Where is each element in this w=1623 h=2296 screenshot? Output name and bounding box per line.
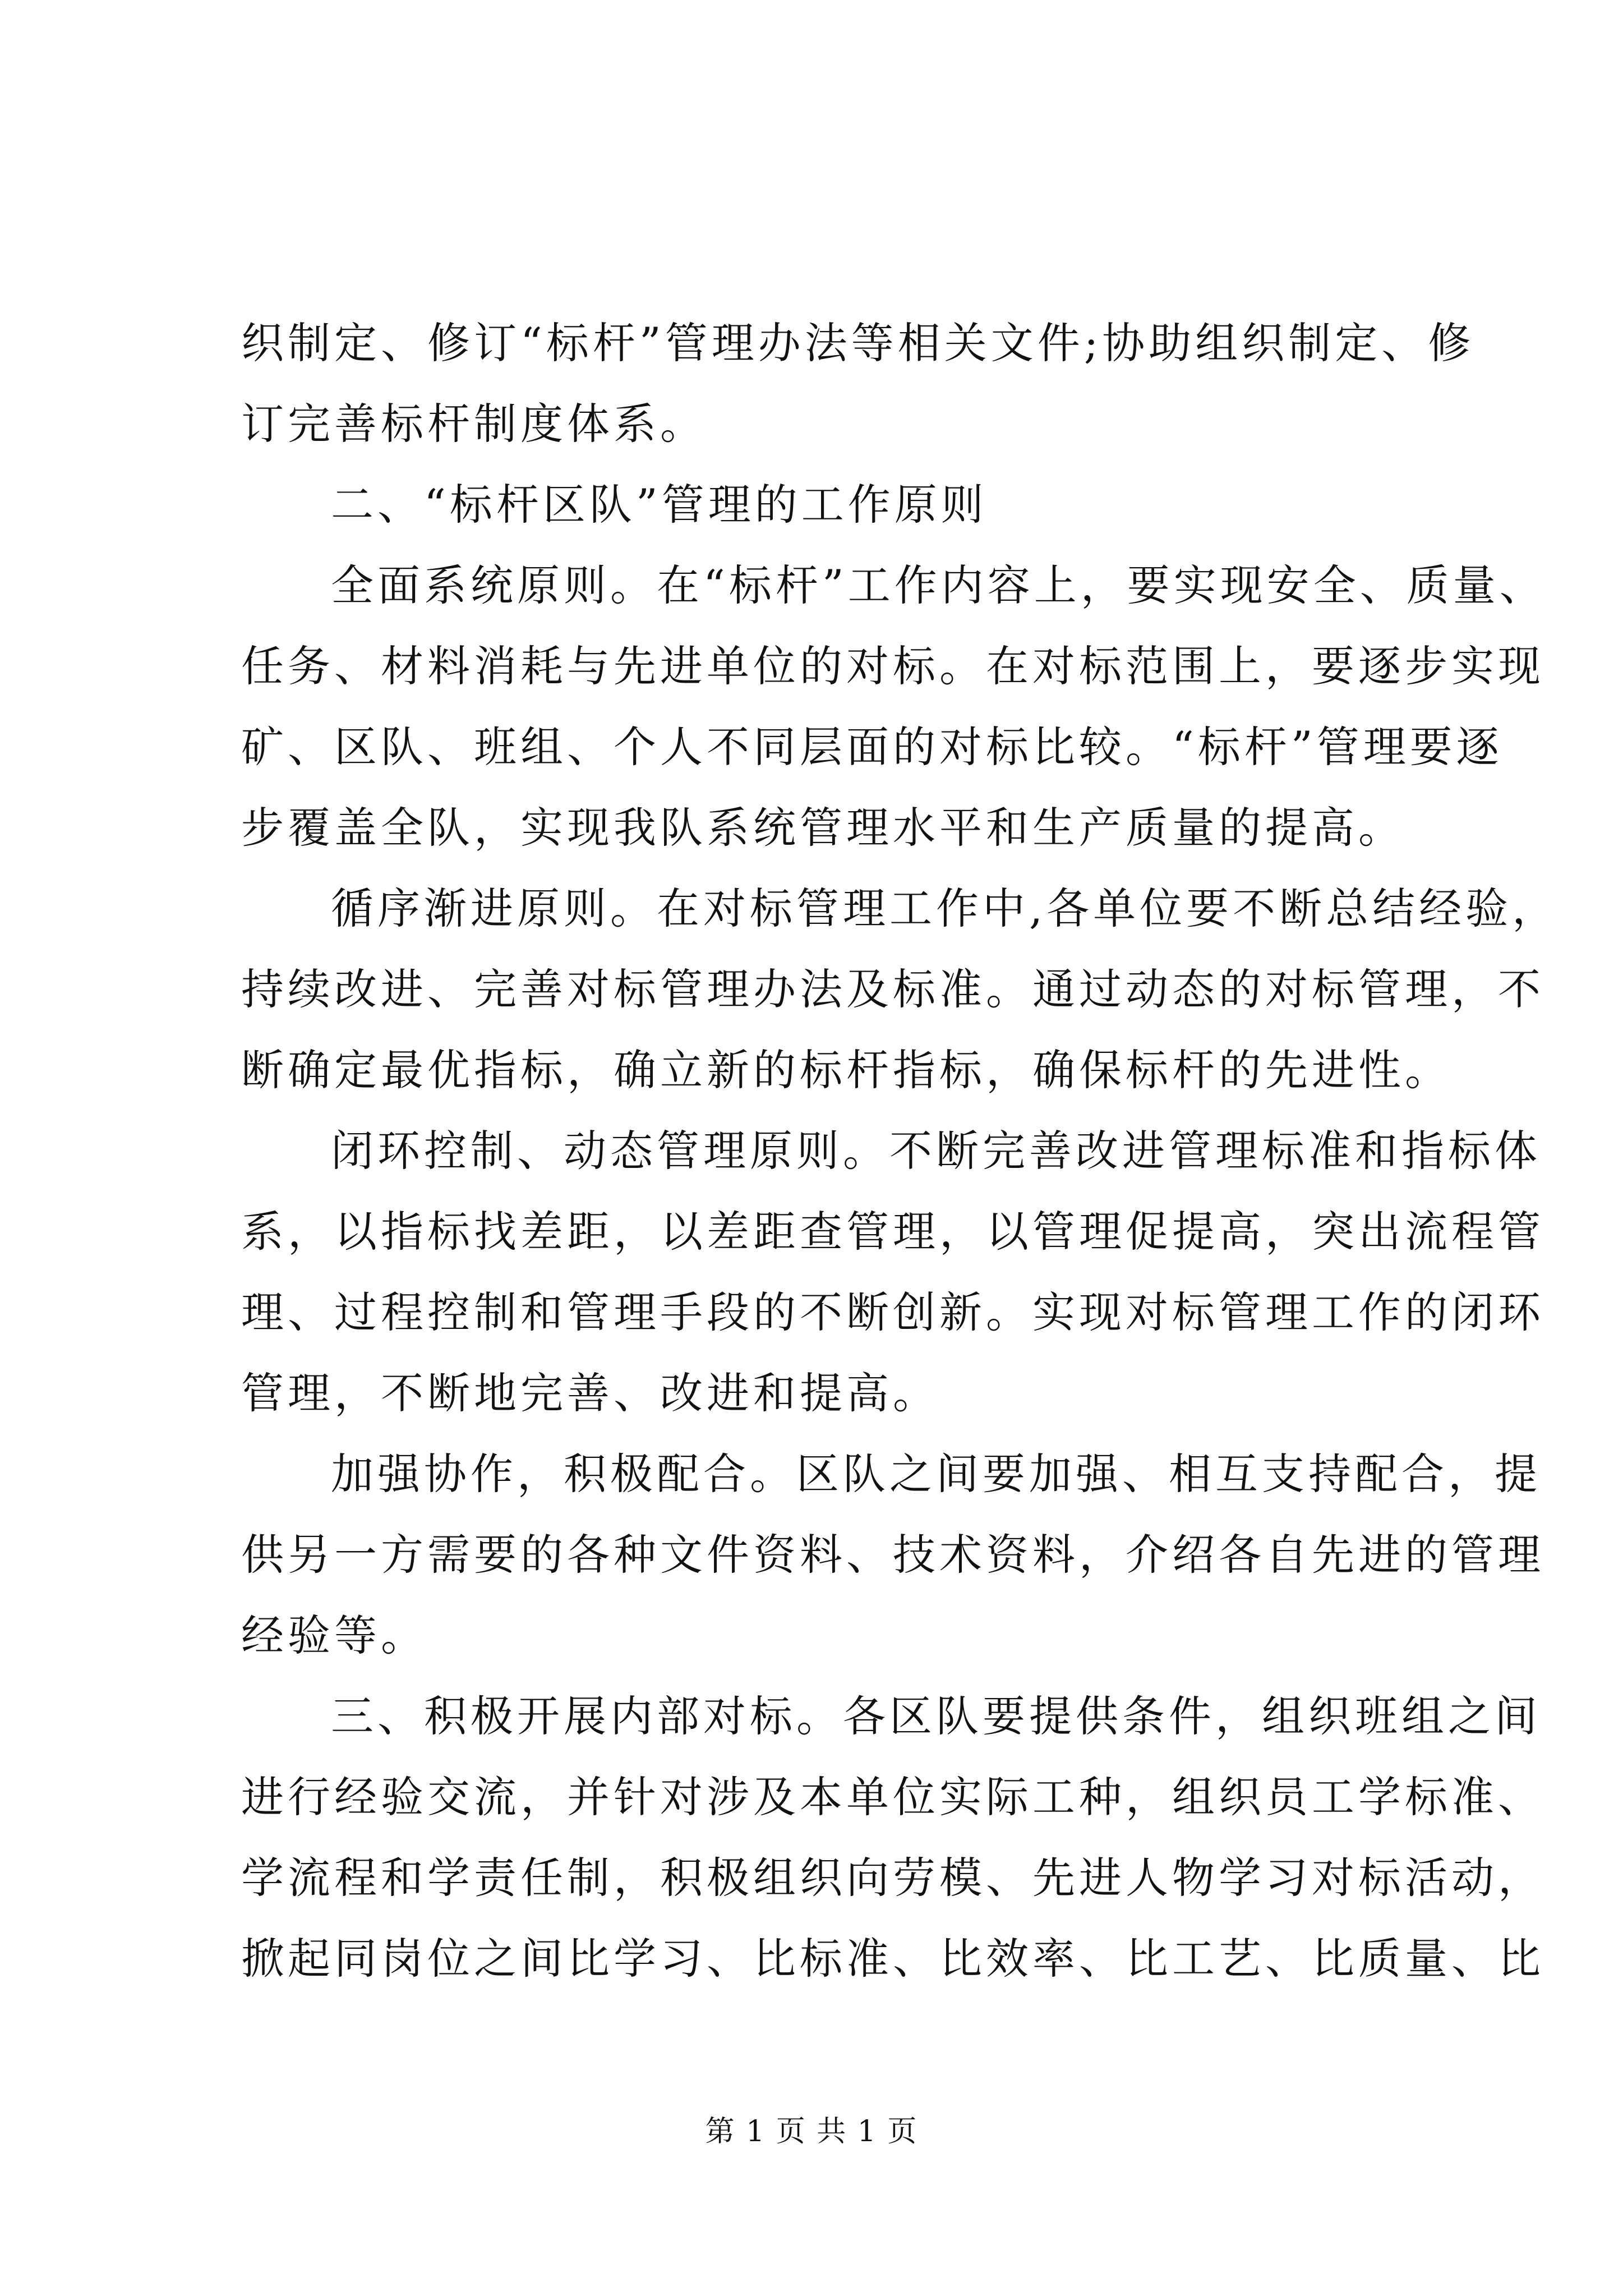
text-line: 理、过程控制和管理手段的不断创新。实现对标管理工作的闭环 [241,1287,1544,1337]
text-line: 三、积极开展内部对标。各区队要提供条件，组织班组之间 [331,1691,1541,1741]
text-line: 供另一方需要的各种文件资料、技术资料，介绍各自先进的管理 [241,1530,1544,1580]
text-line: 矿、区队、班组、个人不同层面的对标比较。“标杆”管理要逐 [241,722,1503,772]
page-footer: 第 1 页 共 1 页 [705,2115,918,2148]
text-line: 二、“标杆区队”管理的工作原则 [331,480,988,530]
text-line: 闭环控制、动态管理原则。不断完善改进管理标准和指标体 [331,1126,1541,1176]
text-line: 进行经验交流，并针对涉及本单位实际工种，组织员工学标准、 [241,1772,1544,1822]
text-line: 加强协作，积极配合。区队之间要加强、相互支持配合，提 [331,1449,1541,1499]
text-line: 步覆盖全队，实现我队系统管理水平和生产质量的提高。 [241,803,1405,853]
text-line: 持续改进、完善对标管理办法及标准。通过动态的对标管理，不 [241,964,1544,1014]
text-line: 断确定最优指标，确立新的标杆指标，确保标杆的先进性。 [241,1045,1451,1095]
document-body [241,303,1559,1999]
text-line: 掀起同岗位之间比学习、比标准、比效率、比工艺、比质量、比 [241,1934,1544,1984]
text-line: 循序渐进原则。在对标管理工作中,各单位要不断总结经验， [331,884,1559,933]
text-line: 织制定、修订“标杆”管理办法等相关文件;协助组织制定、修 [241,318,1475,368]
text-line: 订完善标杆制度体系。 [241,399,707,449]
text-line: 管理，不断地完善、改进和提高。 [241,1368,939,1418]
text-line: 全面系统原则。在“标杆”工作内容上，要实现安全、质量、 [331,560,1546,610]
text-line: 经验等。 [241,1611,427,1660]
text-line: 任务、材料消耗与先进单位的对标。在对标范围上，要逐步实现 [241,641,1544,691]
text-line: 学流程和学责任制，积极组织向劳模、先进人物学习对标活动， [241,1853,1544,1903]
text-line: 系，以指标找差距，以差距查管理，以管理促提高，突出流程管 [241,1207,1544,1257]
